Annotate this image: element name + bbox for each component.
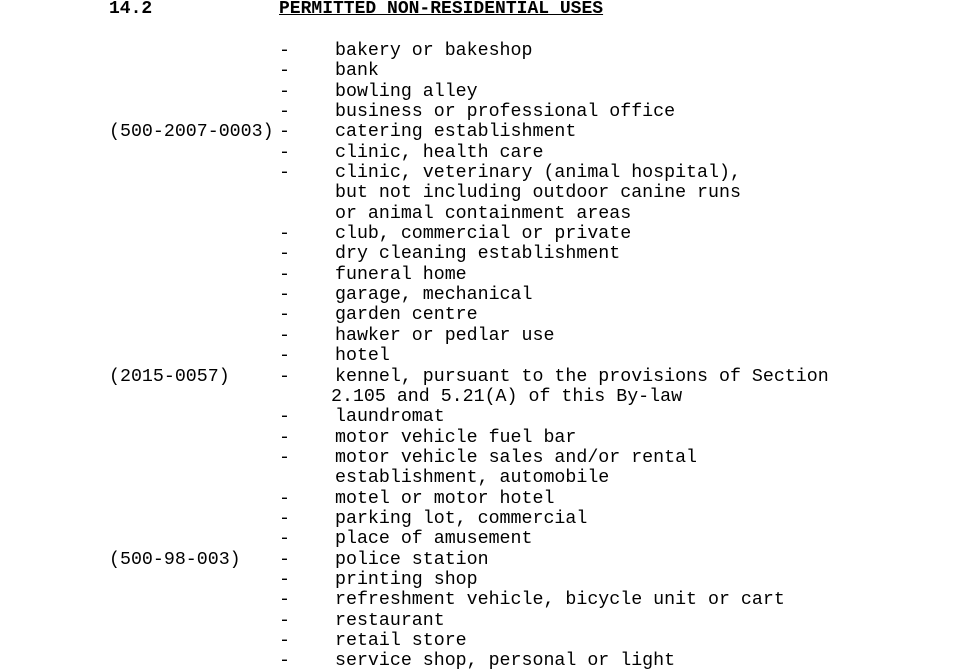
use-label: club, commercial or private — [335, 224, 632, 245]
use-list-item — [0, 509, 960, 529]
use-label: funeral home — [335, 264, 467, 285]
use-label: clinic, health care — [335, 142, 544, 163]
use-label: garden centre — [335, 305, 478, 326]
list-bullet-dash: - — [279, 61, 290, 82]
use-label: retail store — [335, 630, 467, 651]
use-list-item — [0, 651, 960, 671]
use-label-continuation: establishment, automobile — [335, 468, 610, 489]
list-bullet-dash: - — [279, 163, 290, 184]
use-list-item — [0, 550, 960, 570]
permitted-uses-list — [0, 41, 960, 672]
use-list-item — [0, 163, 960, 183]
use-list-item — [0, 590, 960, 610]
use-label: bowling alley — [335, 81, 478, 102]
list-bullet-dash: - — [279, 142, 290, 163]
use-list-item — [0, 529, 960, 549]
amendment-reference: (500-98-003) — [109, 549, 241, 570]
use-list-item — [0, 61, 960, 81]
list-bullet-dash: - — [279, 569, 290, 590]
use-list-item — [0, 265, 960, 285]
use-list-item — [0, 428, 960, 448]
use-list-item — [0, 244, 960, 264]
use-list-item — [0, 367, 960, 387]
list-bullet-dash: - — [279, 366, 290, 387]
list-bullet-dash: - — [279, 407, 290, 428]
list-bullet-dash: - — [279, 244, 290, 265]
use-list-item — [0, 102, 960, 122]
list-bullet-dash: - — [279, 651, 290, 672]
section-number: 14.2 — [109, 0, 153, 19]
use-label: laundromat — [335, 407, 445, 428]
list-bullet-dash: - — [279, 508, 290, 529]
use-list-item — [0, 631, 960, 651]
use-label: catering establishment — [335, 122, 577, 143]
list-bullet-dash: - — [279, 102, 290, 123]
list-bullet-dash: - — [279, 447, 290, 468]
use-label: bakery or bakeshop — [335, 41, 533, 61]
use-label: printing shop — [335, 569, 478, 590]
amendment-reference: (2015-0057) — [109, 366, 230, 387]
use-label: restaurant — [335, 610, 445, 631]
use-list-item — [0, 611, 960, 631]
use-list-item — [0, 346, 960, 366]
list-bullet-dash: - — [279, 81, 290, 102]
list-bullet-dash: - — [279, 549, 290, 570]
use-label: clinic, veterinary (animal hospital), — [335, 163, 741, 184]
use-list-item — [0, 305, 960, 325]
list-bullet-dash: - — [279, 41, 290, 61]
use-label-continuation: or animal containment areas — [335, 203, 632, 224]
use-label: police station — [335, 549, 489, 570]
use-list-item — [0, 448, 960, 468]
use-label: kennel, pursuant to the provisions of Section — [335, 366, 829, 387]
use-label: refreshment vehicle, bicycle unit or cart — [335, 590, 785, 611]
use-list-item — [0, 489, 960, 509]
use-list-item — [0, 82, 960, 102]
list-bullet-dash: - — [279, 122, 290, 143]
use-list-item — [0, 285, 960, 305]
list-bullet-dash: - — [279, 325, 290, 346]
use-label: service shop, personal or light — [335, 651, 676, 672]
use-label: hotel — [335, 346, 390, 367]
list-bullet-dash: - — [279, 346, 290, 367]
use-list-item — [0, 468, 960, 488]
use-label: garage, mechanical — [335, 285, 533, 306]
use-list-item — [0, 387, 960, 407]
use-list-item — [0, 224, 960, 244]
use-list-item — [0, 183, 960, 203]
use-label: place of amusement — [335, 529, 533, 550]
section-title: PERMITTED NON-RESIDENTIAL USES — [279, 0, 604, 19]
list-bullet-dash: - — [279, 285, 290, 306]
use-label: parking lot, commercial — [335, 508, 588, 529]
use-label: business or professional office — [335, 102, 676, 123]
use-label: bank — [335, 61, 379, 82]
list-bullet-dash: - — [279, 590, 290, 611]
use-label: dry cleaning establishment — [335, 244, 621, 265]
use-list-item — [0, 204, 960, 224]
use-list-item — [0, 326, 960, 346]
use-list-item — [0, 143, 960, 163]
list-bullet-dash: - — [279, 610, 290, 631]
use-label: motor vehicle fuel bar — [335, 427, 577, 448]
use-list-item — [0, 570, 960, 590]
list-bullet-dash: - — [279, 427, 290, 448]
list-bullet-dash: - — [279, 224, 290, 245]
list-bullet-dash: - — [279, 305, 290, 326]
list-bullet-dash: - — [279, 488, 290, 509]
use-label: motel or motor hotel — [335, 488, 555, 509]
use-label-continuation: 2.105 and 5.21(A) of this By-law — [331, 386, 683, 407]
use-label-continuation: but not including outdoor canine runs — [335, 183, 741, 204]
list-bullet-dash: - — [279, 264, 290, 285]
use-list-item — [0, 407, 960, 427]
amendment-reference: (500-2007-0003) — [109, 122, 274, 143]
list-bullet-dash: - — [279, 630, 290, 651]
use-list-item — [0, 122, 960, 142]
use-label: motor vehicle sales and/or rental — [335, 447, 698, 468]
list-bullet-dash: - — [279, 529, 290, 550]
use-label: hawker or pedlar use — [335, 325, 555, 346]
use-list-item — [0, 41, 960, 61]
